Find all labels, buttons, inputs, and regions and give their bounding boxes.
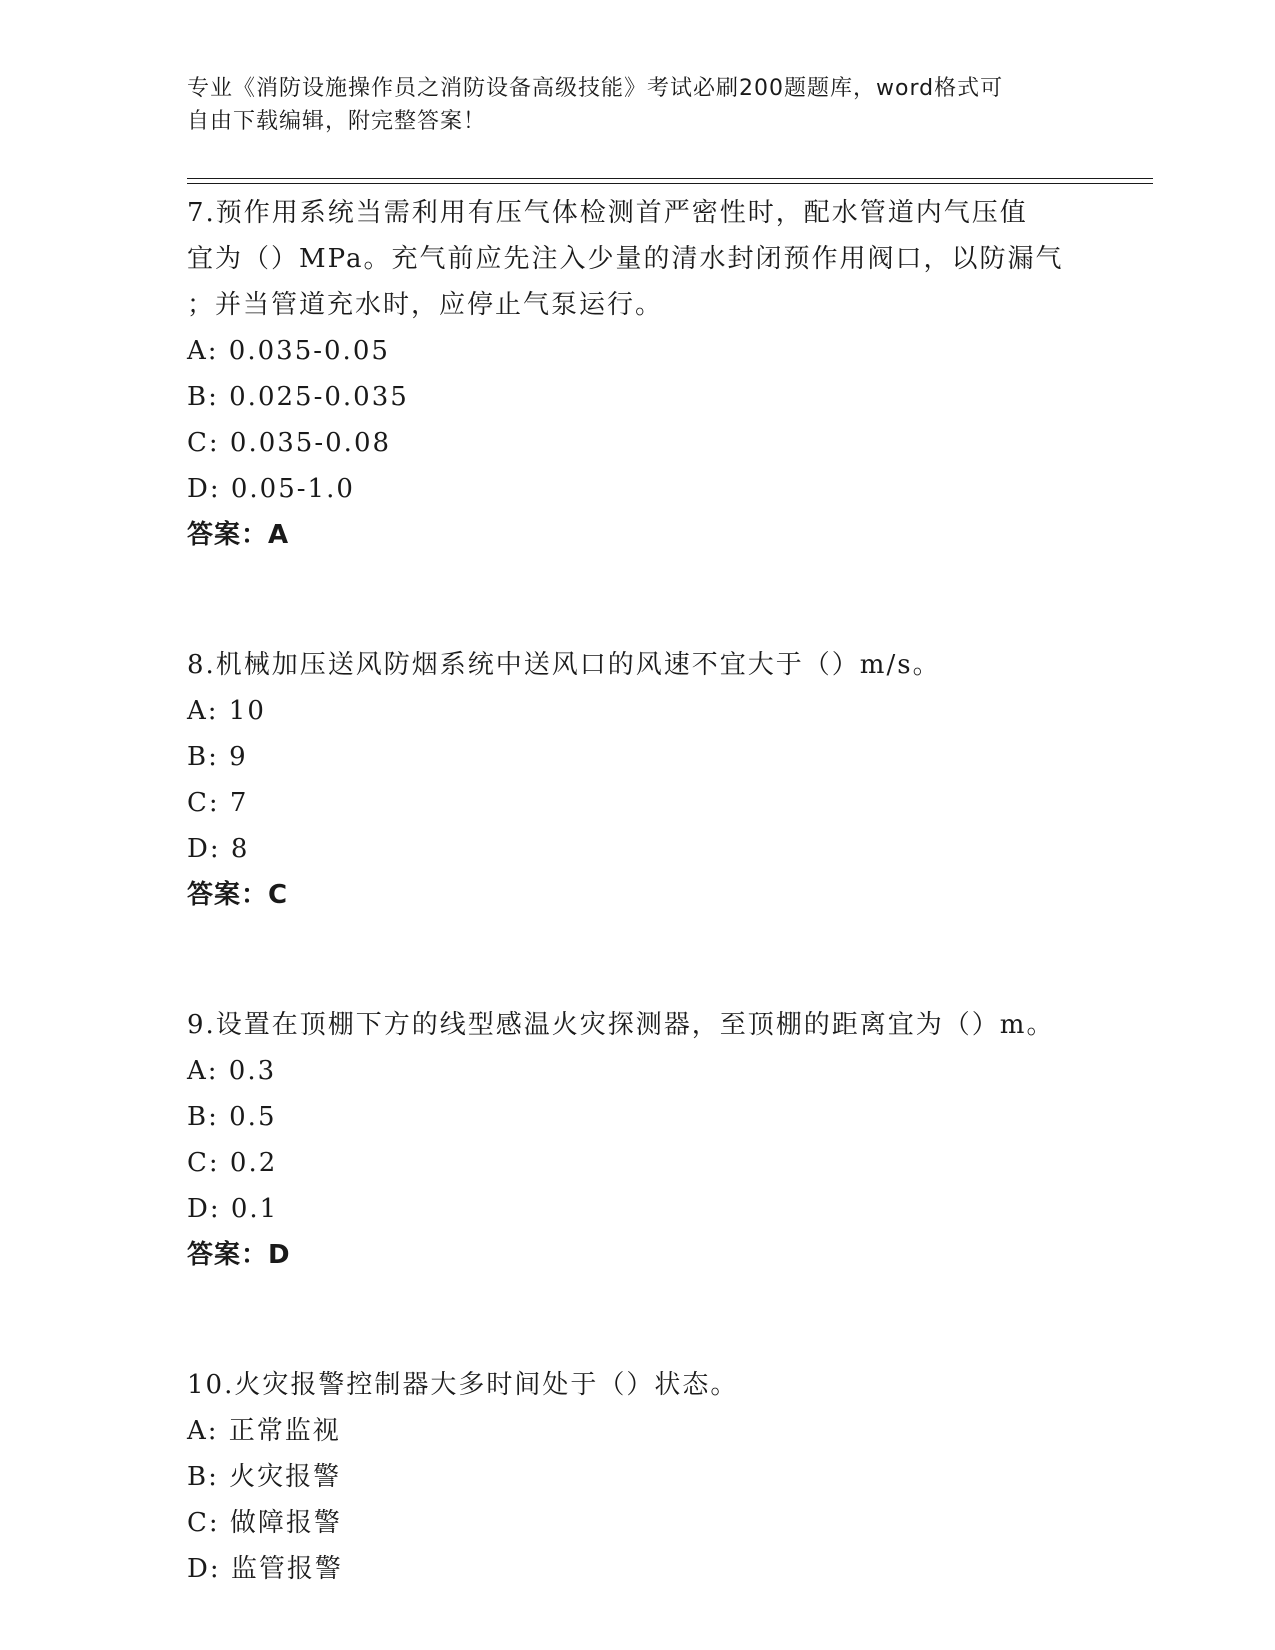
option-c: C: 0.035-0.08 — [187, 428, 392, 458]
option-b: B: 9 — [187, 742, 248, 772]
header-line-1: 专业《消防设施操作员之消防设备高级技能》考试必刷200题题库，word格式可 — [187, 76, 1004, 101]
option-b: B: 0.025-0.035 — [187, 382, 409, 412]
answer-label: 答案：A — [187, 520, 290, 550]
question-8 — [187, 642, 1087, 918]
option-c: C: 7 — [187, 788, 249, 818]
option-a: A: 10 — [187, 696, 266, 726]
option-c: C: 做障报警 — [187, 1508, 342, 1538]
header-divider-top — [187, 178, 1153, 179]
header-line-2: 自由下载编辑，附完整答案！ — [187, 109, 487, 134]
option-b: B: 0.5 — [187, 1102, 277, 1132]
answer-label: 答案：D — [187, 1240, 291, 1270]
question-text-line: 宜为（）MPa。充气前应先注入少量的清水封闭预作用阀口，以防漏气 — [187, 244, 1064, 274]
question-text-line: 8.机械加压送风防烟系统中送风口的风速不宜大于（）m/s。 — [187, 650, 941, 680]
option-d: D: 0.05-1.0 — [187, 474, 355, 504]
question-10 — [187, 1362, 1087, 1592]
document-header — [187, 72, 1067, 138]
option-c: C: 0.2 — [187, 1148, 278, 1178]
question-9 — [187, 1002, 1087, 1278]
question-text-line: 10.火灾报警控制器大多时间处于（）状态。 — [187, 1370, 739, 1400]
answer-label: 答案：C — [187, 880, 289, 910]
option-a: A: 0.035-0.05 — [187, 336, 390, 366]
option-d: D: 监管报警 — [187, 1554, 343, 1584]
question-7 — [187, 190, 1087, 558]
option-a: A: 正常监视 — [187, 1416, 341, 1446]
option-d: D: 0.1 — [187, 1194, 279, 1224]
question-list — [187, 190, 1087, 1592]
question-text-line: 9.设置在顶棚下方的线型感温火灾探测器，至顶棚的距离宜为（）m。 — [187, 1010, 1055, 1040]
option-b: B: 火灾报警 — [187, 1462, 342, 1492]
question-text-line: 7.预作用系统当需利用有压气体检测首严密性时，配水管道内气压值 — [187, 198, 1028, 228]
header-divider-bottom — [187, 183, 1153, 184]
option-a: A: 0.3 — [187, 1056, 277, 1086]
question-text-line: ；并当管道充水时，应停止气泵运行。 — [187, 290, 664, 320]
option-d: D: 8 — [187, 834, 250, 864]
